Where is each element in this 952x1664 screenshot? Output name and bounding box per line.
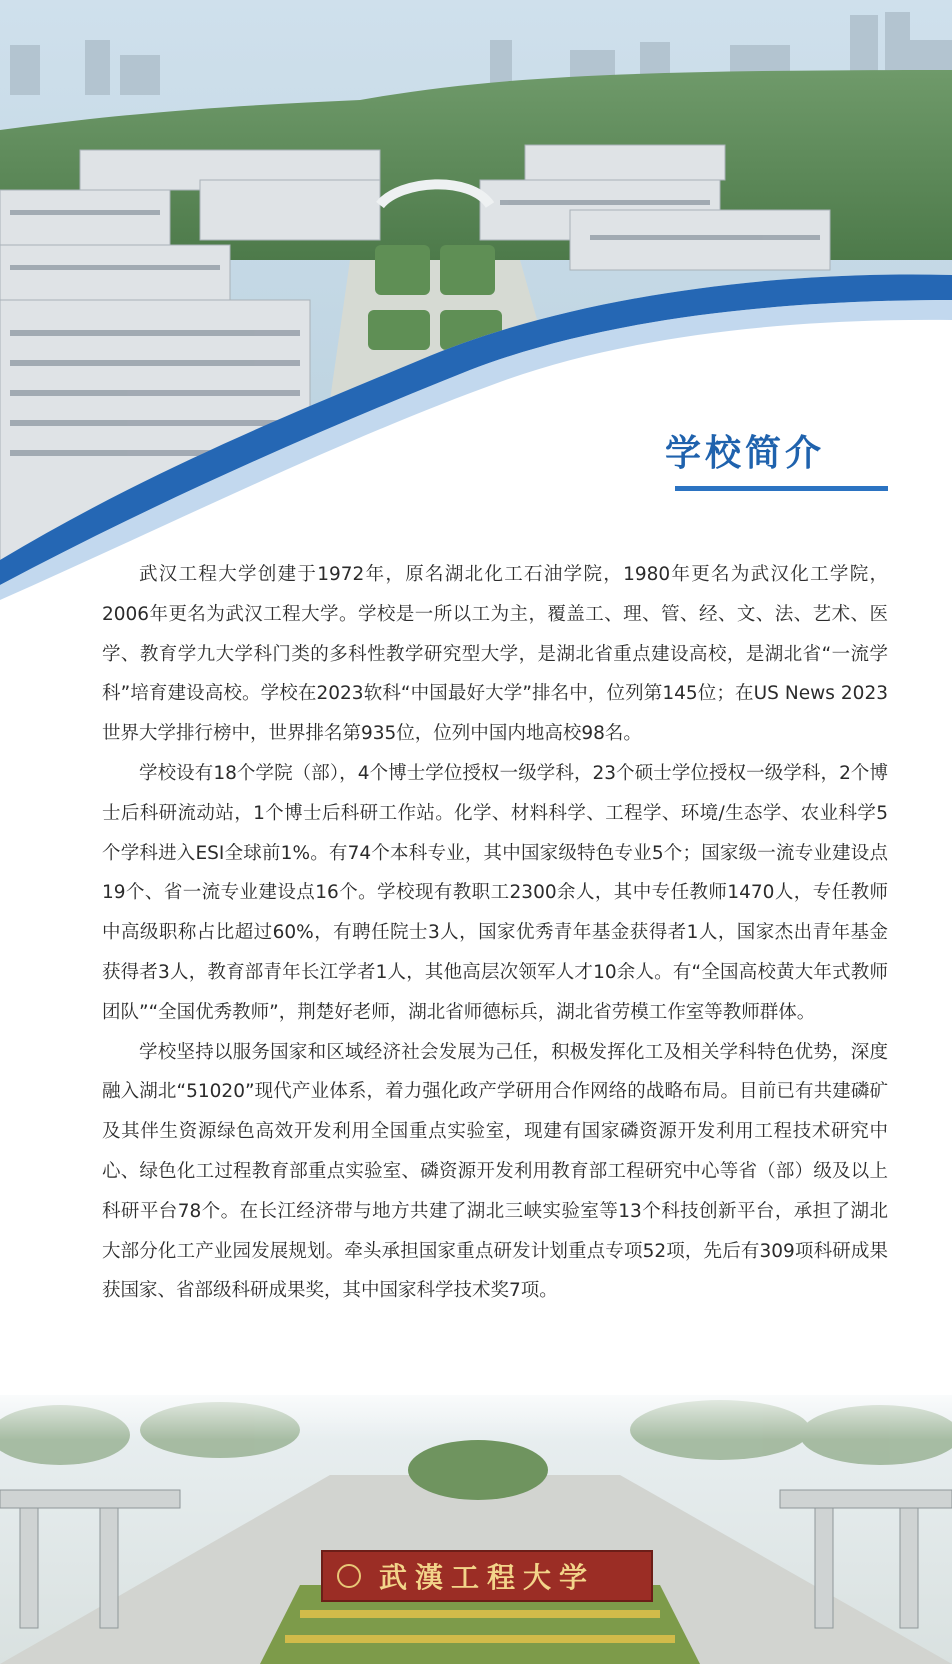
intro-paragraph-1: 武汉工程大学创建于1972年，原名湖北化工石油学院，1980年更名为武汉化工学院，2006年更名为武汉工程大学。学校是一所以工为主，覆盖工、理、管、经、文、法、艺术、医学、教育学九大学科门类的多科性教学研究型大学，是湖北省重点建设高校，是湖北省“一流学科”培育建设高校。学校在2023软科“中国最好大学”排名中，位列第145位；在US News 2023世界大学排行榜中，世界排名第935位，位列中国内地高校98名。 bbox=[102, 564, 888, 745]
page-title: 学校简介 bbox=[664, 433, 825, 474]
intro-paragraph-2: 学校设有18个学院（部），4个博士学位授权一级学科，23个硕士学位授权一级学科，2个博士后科研流动站，1个博士后科研工作站。化学、材料科学、工程学、环境/生态学、农业科学5个学科进入ESI全球前1%。有74个本科专业，其中国家级特色专业5个；国家级一流专业建设点19个、省一流专业建设点16个。学校现有教职工2300余人，其中专任教师1470人，专任教师中高级职称占比超过60%，有聘任院士3人，国家优秀青年基金获得者1人，国家杰出青年基金获得者3人，教育部青年长江学者1人，其他高层次领军人才10余人。有“全国高校黄大年式教师团队”“全国优秀教师”，荆楚好老师，湖北省师德标兵，湖北省劳模工作室等教师群体。 bbox=[102, 762, 888, 1023]
title-underline bbox=[675, 486, 888, 491]
intro-paragraph-3: 学校坚持以服务国家和区域经济社会发展为己任，积极发挥化工及相关学科特色优势，深度融入湖北“51020”现代产业体系，着力强化政产学研用合作网络的战略布局。目前已有共建磷矿及其伴生资源绿色高效开发利用全国重点实验室，现建有国家磷资源开发利用工程技术研究中心、绿色化工过程教育部重点实验室、磷资源开发利用教育部工程研究中心等省（部）级及以上科研平台78个。在长江经济带与地方共建了湖北三峡实验室等13个科技创新平台，承担了湖北大部分化工产业园发展规划。牵头承担国家重点研发计划重点专项52项，先后有309项科研成果获国家、省部级科研成果奖，其中国家科学技术奖7项。 bbox=[102, 1041, 888, 1302]
intro-content bbox=[102, 555, 888, 1311]
bottom-fade bbox=[0, 1380, 952, 1440]
gate-sign bbox=[321, 1550, 653, 1602]
gate-emblem-icon bbox=[337, 1564, 361, 1588]
gate-sign-text: 武漢工程大学 bbox=[378, 1561, 595, 1594]
campus-aerial-photo bbox=[0, 0, 952, 600]
